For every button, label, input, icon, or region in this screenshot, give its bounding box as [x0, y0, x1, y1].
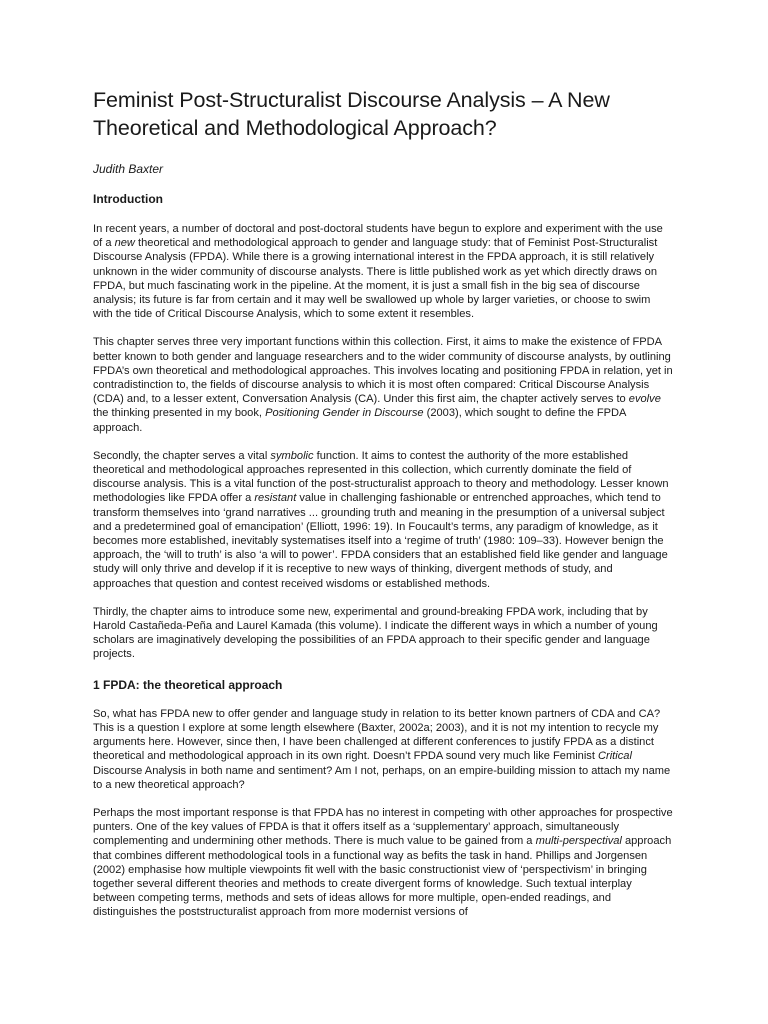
article-body	[93, 86, 673, 920]
paragraph-6: Perhaps the most important response is that FPDA has no interest in competing with other approaches for prospective punters. One of the key values of FPDA is that it offers itself as a ‘supplementary’ approach, simultaneously complementing and undermining other methods. There is much value to be gained from a multi-perspectival approach that combines different methodological tools in a functional way as befits the task in hand. Phillips and Jorgensen (2002) emphasise how multiple viewpoints fit well with the basic constructionist view of ‘perspectivism’ in bringing together several different theories and methods to create divergent forms of knowledge. Such textual interplay between competing terms, methods and sets of ideas allows for more multiple, open-ended readings, and distinguishes the poststructuralist approach from more modernist versions of	[93, 806, 673, 919]
paragraph-5: So, what has FPDA new to offer gender and language study in relation to its better known partners of CDA and CA? This is a question I explore at some length elsewhere (Baxter, 2002a; 2003), and it is not my intention to recycle my arguments here. However, since then, I have been challenged at different conferences to justify FPDA as a distinct theoretical and methodological approach in its own right. Doesn’t FPDA sound very much like Feminist Critical Discourse Analysis in both name and sentiment? Am I not, perhaps, on an empire-building mission to attach my name to a new theoretical approach?	[93, 707, 671, 791]
title-line-2: Theoretical and Methodological Approach?	[93, 116, 497, 140]
author-name: Judith Baxter	[93, 162, 164, 176]
paragraph-3: Secondly, the chapter serves a vital symbolic function. It aims to contest the authority of the more established theoretical and methodological approaches represented in this collection, which currently dominate the field of discourse analysis. This is a vital function of the post-structuralist approach to theory and methodology. Lesser known methodologies like FPDA offer a resistant value in challenging fashionable or entrenched approaches, which tend to transform themselves into ‘grand narratives ... grounding truth and meaning in the presumption of a universal subject and a predetermined goal of emancipation’ (Elliott, 1996: 19). In Foucault’s terms, any paradigm of knowledge, as it becomes more established, inevitably systematises itself into a ‘regime of truth’ (1980: 109–33). However benign the approach, the ‘will to truth’ is also ‘a will to power’. FPDA considers that an established field like gender and language study will only thrive and develop if it is receptive to new ways of thinking, divergent methods of study, and approaches that question and contest received wisdoms or established methods.	[93, 449, 669, 590]
paragraph-2: This chapter serves three very important functions within this collection. First, it aims to make the existence of FPDA better known to both gender and language researchers and to the wider community of discourse analysts, by outlining FPDA’s own theoretical and methodological approaches. This involves locating and positioning FPDA in relation, yet in contradistinction to, the fields of discourse analysis to which it is most often compared: Critical Discourse Analysis (CDA) and, to a lesser extent, Conversation Analysis (CA). Under this first aim, the chapter actively serves to evolve the thinking presented in my book, Positioning Gender in Discourse (2003), which sought to define the FPDA approach.	[93, 336, 673, 434]
article-title	[93, 86, 673, 142]
heading-introduction: Introduction	[93, 192, 163, 206]
heading-section-1: 1 FPDA: the theoretical approach	[93, 677, 283, 692]
paragraph-4: Thirdly, the chapter aims to introduce some new, experimental and ground-breaking FPDA work, including that by Harold Castañeda-Peña and Laurel Kamada (this volume). I indicate the different ways in which a number of young scholars are imaginatively developing the possibilities of an FPDA approach to their specific gender and language projects.	[93, 605, 658, 661]
paragraph-1: In recent years, a number of doctoral and post-doctoral students have begun to explore and experiment with the use of a new theoretical and methodological approach to gender and language study: that of Feminist Post-Structuralist Discourse Analysis (FPDA). While there is a growing international interest in the FPDA approach, it is still relatively unknown in the wider community of discourse analysts. There is little published work as yet which directly draws on FPDA, but much fascinating work in the pipeline. At the moment, it is just a small fish in the big sea of discourse analysis; its future is far from certain and it may well be swallowed up whole by larger varieties, or choose to swim with the tide of Critical Discourse Analysis, which to some extent it resembles.	[93, 223, 663, 321]
title-line-1: Feminist Post-Structuralist Discourse Analysis – A New	[93, 88, 610, 112]
